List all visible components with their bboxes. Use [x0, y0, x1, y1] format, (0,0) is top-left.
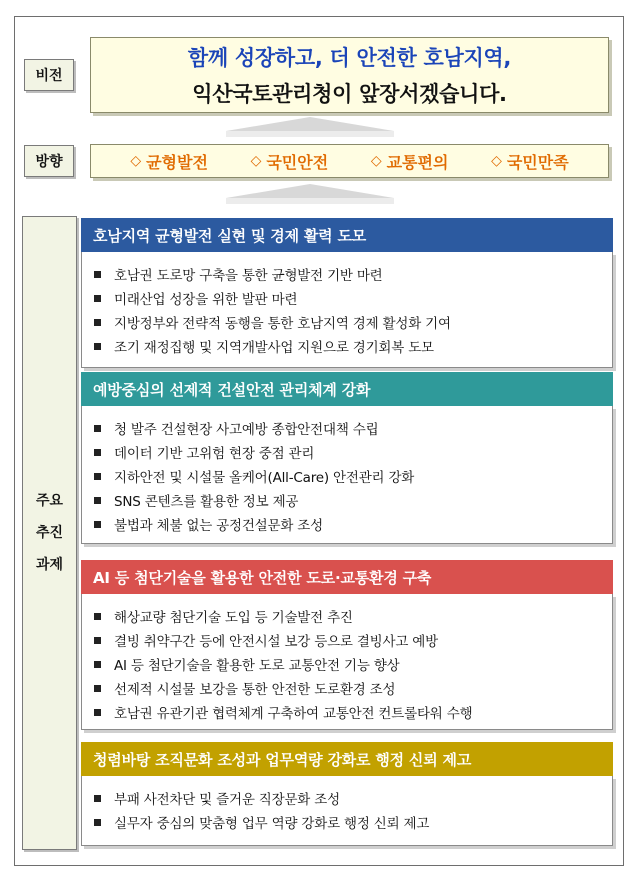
diamond-icon: ◇ [250, 153, 262, 169]
direction-item-label: 균형발전 [146, 152, 208, 172]
section-4 [81, 742, 613, 846]
list-item-text: SNS 콘텐츠를 활용한 정보 제공 [114, 494, 299, 510]
bullet-icon [94, 449, 101, 456]
bullet-icon [94, 709, 101, 716]
direction-item-3 [371, 150, 449, 173]
bullet-icon [94, 521, 101, 528]
list-item [82, 416, 612, 440]
list-item [82, 262, 612, 286]
list-item [82, 810, 612, 834]
list-item [82, 310, 612, 334]
list-item-text: 부패 사전차단 및 즐거운 직장문화 조성 [114, 792, 340, 808]
direction-label [24, 145, 74, 177]
bullet-icon [94, 637, 101, 644]
bullet-icon [94, 613, 101, 620]
tasks-label [22, 216, 77, 850]
direction-item-1 [130, 150, 208, 173]
direction-item-label: 국민안전 [266, 152, 329, 172]
bullet-icon [94, 497, 101, 504]
bullet-icon [94, 295, 101, 302]
section-4-title: 청렴바탕 조직문화 조성과 업무역량 강화로 행정 신뢰 제고 [93, 750, 472, 769]
list-item [82, 628, 612, 652]
list-item-text: 지방정부와 전략적 동행을 통한 호남지역 경제 활성화 기여 [114, 316, 451, 332]
list-item-text: 호남권 유관기관 협력체계 구축하여 교통안전 컨트롤타워 수행 [114, 706, 473, 722]
list-item-text: 선제적 시설물 보강을 통한 안전한 도로환경 조성 [114, 682, 396, 698]
tasks-label-line-3: 과제 [35, 557, 64, 573]
vision-label [24, 59, 74, 91]
vision-label-text: 비전 [35, 68, 63, 84]
section-1-title: 호남지역 균형발전 실현 및 경제 활력 도모 [93, 226, 367, 245]
list-item [82, 512, 612, 536]
diamond-icon: ◇ [491, 153, 502, 169]
bullet-icon [94, 271, 101, 278]
direction-item-2 [251, 150, 329, 173]
list-item-text: 미래산업 성장을 위한 발판 마련 [114, 292, 298, 308]
list-item [82, 604, 612, 628]
list-item-text: 조기 재정집행 및 지역개발사업 지원으로 경기회복 도모 [114, 340, 434, 356]
arrow-up-2 [226, 184, 394, 198]
list-item-text: 불법과 체불 없는 공정건설문화 조성 [114, 518, 323, 534]
section-1-header [81, 218, 613, 252]
section-3 [81, 560, 613, 730]
bullet-icon [94, 343, 101, 350]
vision-line-1: 함께 성장하고, 더 안전한 호남지역, [187, 46, 512, 70]
direction-item-label: 국민만족 [506, 152, 569, 172]
tasks-label-line-2: 추진 [35, 525, 64, 541]
list-item [82, 286, 612, 310]
section-3-title: AI 등 첨단기술을 활용한 안전한 도로·교통환경 구축 [93, 568, 432, 587]
section-2 [81, 372, 613, 544]
list-item-text: 지하안전 및 시설물 올케어(All-Care) 안전관리 강화 [114, 470, 415, 486]
diamond-icon: ◇ [130, 153, 142, 169]
arrow-base-1 [226, 131, 394, 137]
list-item-text: 결빙 취약구간 등에 안전시설 보강 등으로 결빙사고 예방 [114, 634, 438, 650]
list-item-text: 청 발주 건설현장 사고예방 종합안전대책 수립 [114, 422, 379, 438]
bullet-icon [94, 685, 101, 692]
direction-label-text: 방향 [35, 154, 63, 170]
vision-box [90, 37, 609, 113]
bullet-icon [94, 795, 101, 802]
bullet-icon [94, 661, 101, 668]
bullet-icon [94, 473, 101, 480]
list-item-text: AI 등 첨단기술을 활용한 도로 교통안전 기능 향상 [114, 658, 400, 674]
list-item [82, 676, 612, 700]
list-item-text: 실무자 중심의 맞춤형 업무 역량 강화로 행정 신뢰 제고 [114, 816, 430, 832]
direction-box [90, 144, 609, 178]
list-item [82, 334, 612, 358]
list-item-text: 호남권 도로망 구축을 통한 균형발전 기반 마련 [114, 268, 383, 284]
list-item [82, 652, 612, 676]
arrow-base-2 [226, 198, 394, 204]
list-item [82, 440, 612, 464]
list-item-text: 해상교량 첨단기술 도입 등 기술발전 추진 [114, 610, 353, 626]
list-item [82, 464, 612, 488]
list-item [82, 700, 612, 724]
list-item [82, 488, 612, 512]
list-item [82, 786, 612, 810]
bullet-icon [94, 819, 101, 826]
vision-line-2: 익산국토관리청이 앞장서겠습니다. [192, 82, 507, 106]
list-item-text: 데이터 기반 고위험 현장 중점 관리 [114, 446, 315, 462]
section-4-header [81, 742, 613, 776]
section-1 [81, 218, 613, 368]
section-3-body [81, 594, 613, 730]
section-1-body [81, 252, 613, 368]
diamond-icon: ◇ [370, 153, 382, 169]
section-2-body [81, 406, 613, 544]
section-4-body [81, 776, 613, 846]
direction-item-4 [491, 150, 569, 173]
bullet-icon [94, 319, 101, 326]
direction-item-label: 교통편의 [386, 152, 449, 172]
section-2-header [81, 372, 613, 406]
section-3-header [81, 560, 613, 594]
bullet-icon [94, 425, 101, 432]
tasks-label-line-1: 주요 [35, 493, 64, 509]
section-2-title: 예방중심의 선제적 건설안전 관리체계 강화 [93, 380, 371, 399]
arrow-up-1 [226, 117, 394, 131]
